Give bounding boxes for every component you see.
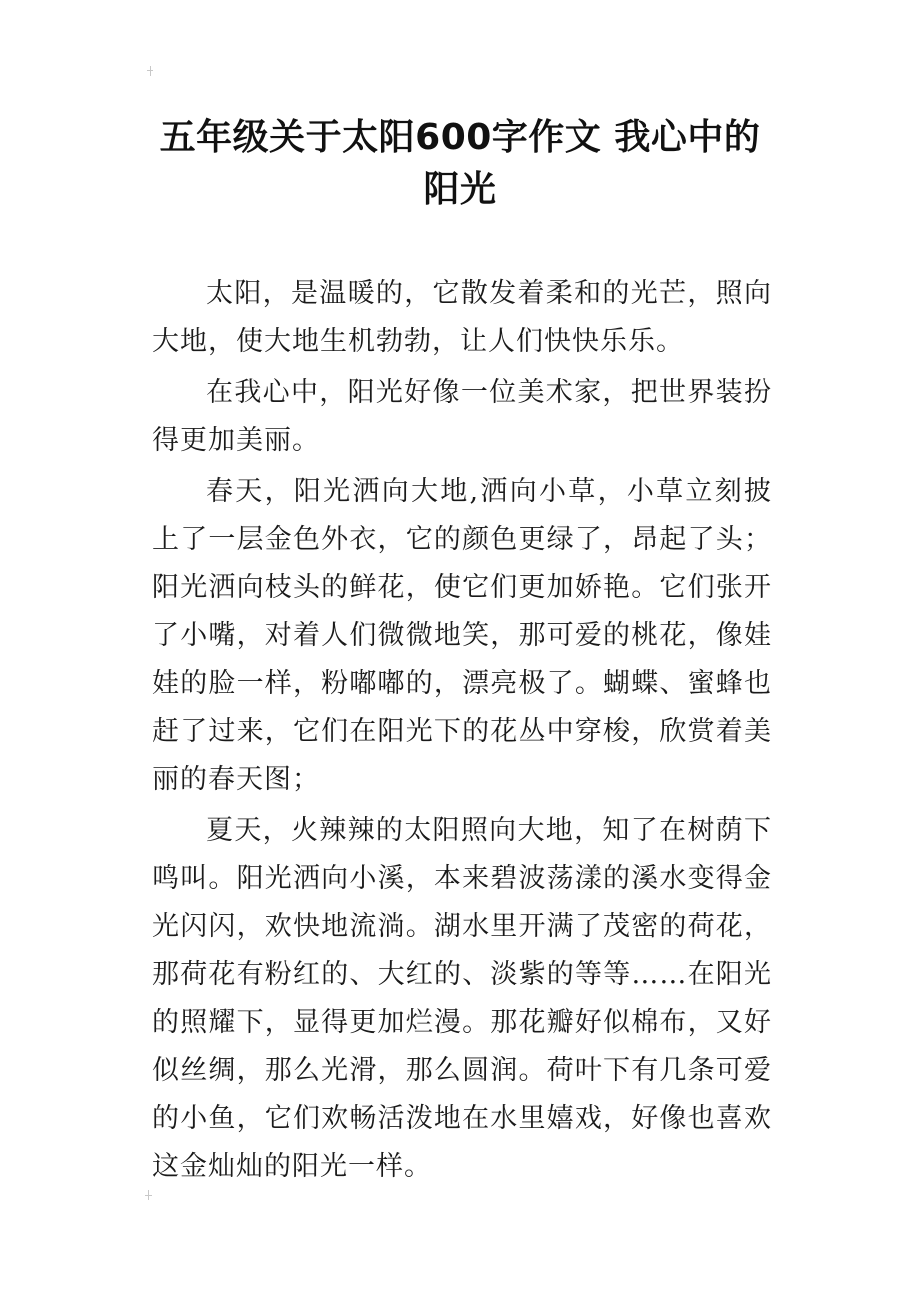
corner-crop-mark-top	[147, 66, 155, 76]
paragraph-2: 在我心中，阳光好像一位美术家，把世界装扮得更加美丽。	[152, 377, 772, 456]
title-line-2: 阳光	[423, 169, 497, 210]
corner-crop-mark-bottom	[145, 1190, 153, 1200]
document-title	[140, 112, 780, 216]
paragraph-1: 太阳，是温暖的，它散发着柔和的光芒，照向大地，使大地生机勃勃，让人们快快乐乐。	[152, 278, 772, 357]
title-line-1: 五年级关于太阳600字作文 我心中的	[159, 117, 761, 158]
paragraph-4: 夏天，火辣辣的太阳照向大地，知了在树荫下鸣叫。阳光洒向小溪，本来碧波荡漾的溪水变得金光闪闪，欢快地流淌。湖水里开满了茂密的荷花，那荷花有粉红的、大红的、淡紫的等等……在阳光的照耀下，显得更加烂漫。那花瓣好似棉布，又好似丝绸，那么光滑，那么圆润。荷叶下有几条可爱的小鱼，它们欢畅活泼地在水里嬉戏，好像也喜欢这金灿灿的阳光一样。	[152, 815, 772, 1182]
article-body	[152, 270, 772, 1191]
paragraph-3: 春天，阳光洒向大地,洒向小草，小草立刻披上了一层金色外衣，它的颜色更绿了，昂起了头；阳光洒向枝头的鲜花，使它们更加娇艳。它们张开了小嘴，对着人们微微地笑，那可爱的桃花，像娃娃的脸一样，粉嘟嘟的，漂亮极了。蝴蝶、蜜蜂也赶了过来，它们在阳光下的花丛中穿梭，欣赏着美丽的春天图；	[152, 476, 772, 795]
